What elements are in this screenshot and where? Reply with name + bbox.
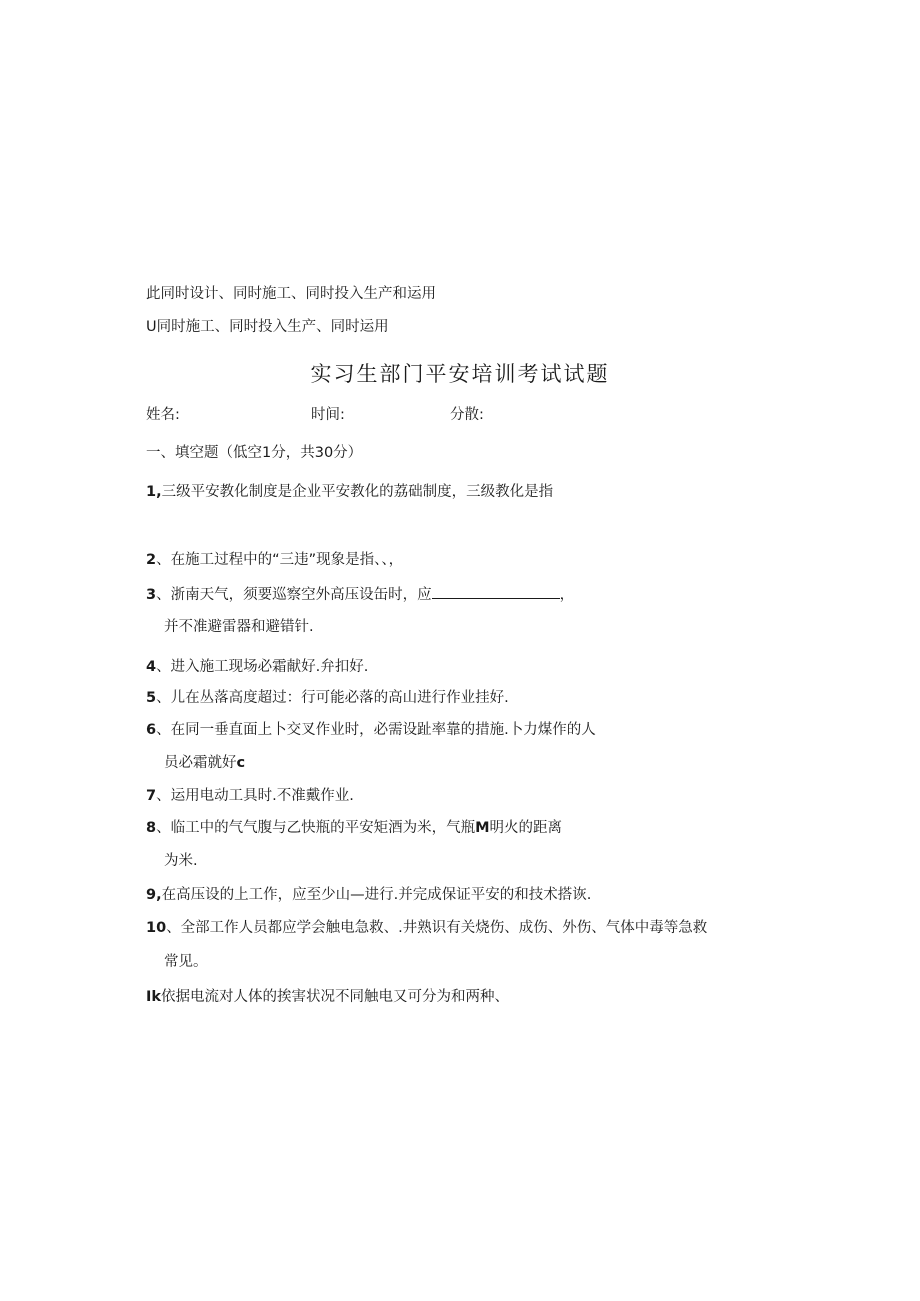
question-text: 、全部工作人员都应学会触电急救、.井熟识有关烧伤、成伤、外伤、气体中毒等急救: [166, 920, 708, 936]
question-8: [146, 818, 562, 838]
question-text-end: 明火的距离: [489, 820, 563, 836]
question-text: 、在同一垂直面上卜交叉作业时，必需设趾率靠的措施.卜力煤作的人: [156, 722, 596, 738]
question-text: 、儿在丛落高度超过：行可能必落的高山进行作业挂好.: [156, 690, 509, 706]
page-title: 实习生部门平安培训考试试题: [310, 362, 610, 386]
question-3-continuation: 并不准避雷器和避错针.: [164, 619, 314, 635]
question-text: 、进入施工现场必霜献好.弁扣好.: [156, 659, 369, 675]
question-number: 7: [146, 788, 157, 804]
question-8-continuation: 为米.: [164, 853, 198, 869]
question-text-bold: M: [475, 820, 490, 836]
question-2: [146, 550, 403, 570]
continuation-tail: c: [236, 755, 246, 771]
question-number: 9,: [146, 887, 162, 903]
question-6: [146, 720, 596, 740]
question-text: 、在施工过程中的“三违”现象是指、、，: [156, 552, 404, 568]
question-number: 5: [146, 690, 157, 706]
question-9: [146, 885, 591, 905]
question-7: [146, 786, 354, 806]
question-number: 3: [146, 587, 157, 603]
question-text: 三级平安教化制度是企业平安教化的荔础制度，三级教化是指: [161, 484, 554, 500]
question-6-continuation: [164, 753, 245, 773]
question-text-tail: ，: [559, 587, 575, 603]
time-field-label: 时间:: [311, 407, 345, 423]
name-field-label: 姓名:: [146, 407, 180, 423]
score-field-label: 分散:: [450, 407, 484, 423]
question-text: 依据电流对人体的挨害状况不同触电又可分为和两种、: [161, 989, 510, 1005]
question-number: 6: [146, 722, 157, 738]
question-text: 在高压设的上工作，应至少山—进行.并完成保证平安的和技术搭诙.: [161, 887, 592, 903]
question-text: 、临工中的气气腹与乙快瓶的平安矩酒为米，气瓶: [156, 820, 476, 836]
question-11: [146, 987, 509, 1007]
question-10-continuation: 常见。: [164, 954, 208, 970]
question-5: [146, 688, 509, 708]
continuation-text: 员必霜就好: [164, 755, 237, 771]
answer-blank: [432, 584, 560, 599]
header-line-1: 此同时设计、同时施工、同时投入生产和运用: [146, 286, 436, 302]
question-1: [146, 482, 553, 502]
question-number: 4: [146, 659, 157, 675]
question-text: 、浙南天气，须要巡察空外高压设缶时，应: [156, 587, 432, 603]
question-number: 8: [146, 820, 157, 836]
question-number: Ik: [146, 989, 162, 1005]
section-heading: 一、填空题（低空1分，共30分）: [146, 445, 363, 461]
question-3: [146, 584, 574, 605]
question-number: 10: [146, 920, 167, 936]
question-number: 1,: [146, 484, 162, 500]
question-number: 2: [146, 552, 157, 568]
question-10: [146, 918, 707, 938]
header-line-2: U同时施工、同时投入生产、同时运用: [146, 319, 389, 335]
question-4: [146, 657, 368, 677]
question-text: 、运用电动工具时.不准戴作业.: [156, 788, 354, 804]
